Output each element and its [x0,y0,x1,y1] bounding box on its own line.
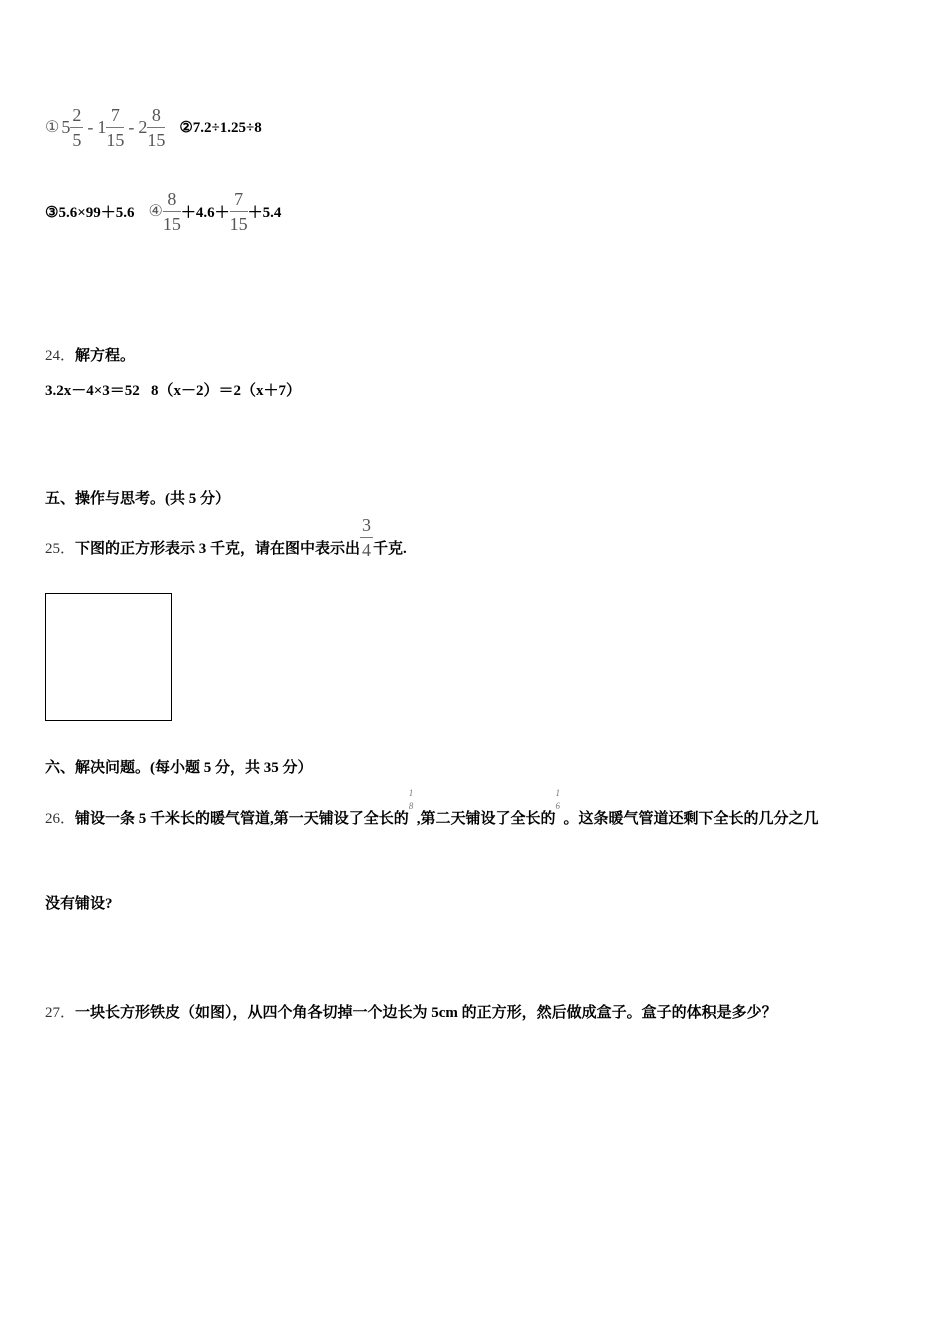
q24-equations: 3.2x－4×3＝52 8（x－2）＝2（x＋7） [45,383,302,399]
q26-text-a: 铺设一条 5 千米长的暖气管道,第一天铺设了全长的 [75,811,409,827]
q26-frac1 [409,788,417,818]
q26-frac1-num: 1 [408,788,414,798]
q26-number: 26． [45,811,76,827]
q25-frac-den: 4 [362,539,372,560]
square-figure [45,593,172,721]
q26-line1 [45,788,819,828]
q23-p1-frac3 [147,106,165,149]
q23-p1-frac1-num: 2 [70,106,83,128]
q23-p3: ③5.6×99＋5.6 [45,204,135,221]
q23-p1-op1: - [87,116,94,137]
q26-text-b: ,第二天铺设了全长的 [416,811,556,827]
q23-p4-frac2 [230,190,248,233]
q23-p1-frac3-num: 8 [147,106,165,128]
q23-p1-frac1-den: 5 [72,129,82,150]
q23-p1-frac2-den: 15 [106,129,125,150]
q23-p4-end: ＋5.4 [247,204,282,221]
q25-number: 25． [45,540,76,557]
q23-p1-frac2-num: 7 [106,106,124,128]
q23-p4-frac1-den: 15 [162,213,181,234]
q23-p1-frac3-den: 15 [147,129,166,150]
q25-text-before: 下图的正方形表示 3 千克，请在图中表示出 [75,540,361,557]
q26-line2: 没有铺设? [45,896,113,912]
q24-number: 24． [45,348,76,364]
q23-p4-frac2-num: 7 [230,190,248,212]
q23-line2 [45,186,281,236]
q23-p1-whole3: 2 [138,116,148,137]
q23-p4-frac1-num: 8 [163,190,181,212]
q26-frac1-den: 8 [408,801,414,811]
q23-p2: ②7.2÷1.25÷8 [179,119,262,136]
q26-frac2-num: 1 [555,788,561,798]
q23-p1-op2: - [128,116,135,137]
q23-p1-whole1: 5 [61,116,71,137]
q25-frac [360,516,373,559]
q23-p1-marker: ① [45,119,60,136]
q25-frac-num: 3 [360,516,373,538]
q27-number: 27． [45,1005,76,1021]
q24-title-text: 解方程。 [75,348,136,364]
q23-p4-mid: ＋4.6＋ [180,204,230,221]
q23-p1-whole2: 1 [97,116,107,137]
q23-p4-frac2-den: 15 [229,213,248,234]
section6-heading: 六、解决问题。(每小题 5 分，共 35 分） [45,760,313,776]
q26-frac2-den: 6 [555,801,561,811]
q24-title [45,344,135,365]
q23-p1-frac1 [70,106,83,149]
q27-text: 一块长方形铁皮（如图），从四个角各切掉一个边长为 5cm 的正方形，然后做成盒子。盒子的体积是多少？ [75,1005,777,1021]
q25-text-after: 千克. [373,540,407,557]
q25-line [45,512,407,562]
section5-heading: 五、操作与思考。(共 5 分） [45,491,230,507]
q27-line [45,1001,777,1022]
q23-p4-marker: ④ [148,203,163,220]
q23-p4-frac1 [163,190,181,233]
q23-p1-frac2 [106,106,124,149]
q23-line1 [45,102,262,152]
q26-frac2 [556,788,564,818]
q26-text-c: 。这条暖气管道还剩下全长的几分之几 [563,811,819,827]
